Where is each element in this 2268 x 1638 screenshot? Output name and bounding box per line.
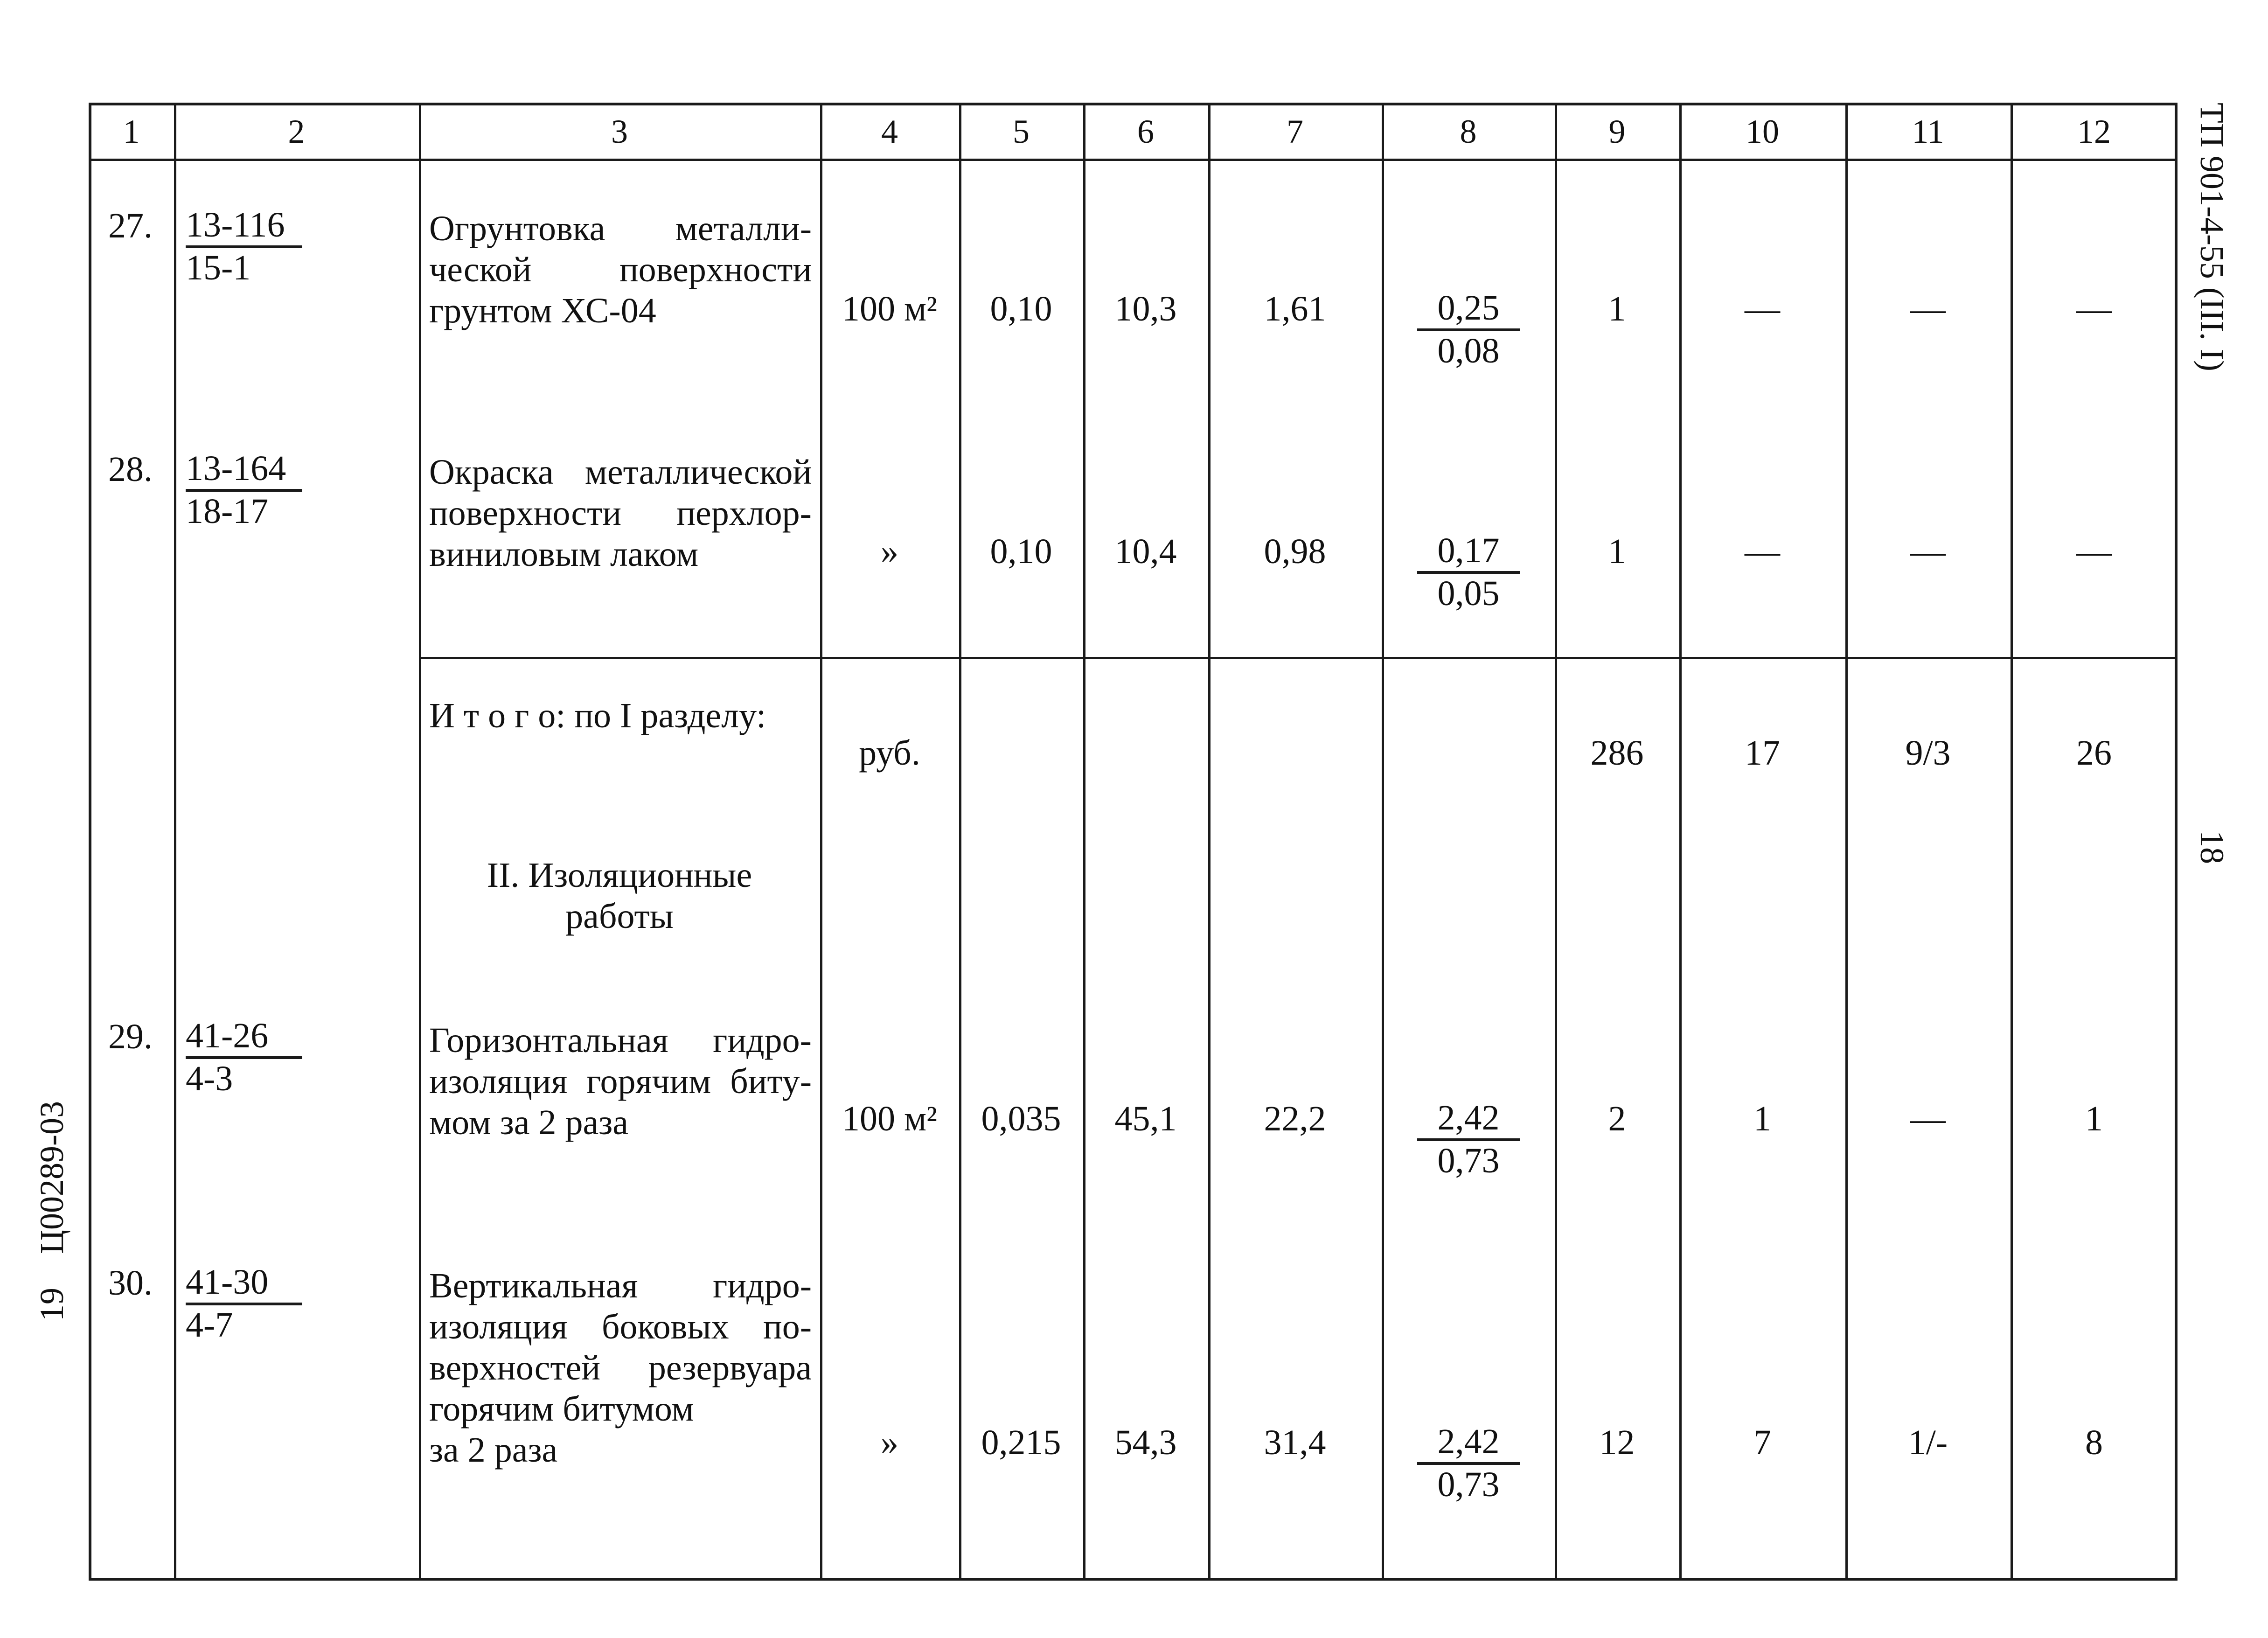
col8-fraction xyxy=(1417,1098,1520,1180)
col11-cell: — xyxy=(1910,532,1946,571)
quantity-cell: 0,035 xyxy=(981,1099,1061,1138)
section-total-label: И т о г о: по I разделу: xyxy=(429,696,766,735)
header-col-2: 2 xyxy=(288,113,305,150)
quantity-cell: 0,10 xyxy=(990,532,1052,571)
fraction-top: 0,17 xyxy=(1417,531,1520,574)
fraction-top: 2,42 xyxy=(1417,1098,1520,1141)
col6-cell: 45,1 xyxy=(1114,1099,1177,1138)
description-line: Вертикальная гидро- xyxy=(429,1266,812,1305)
col10-cell: 7 xyxy=(1753,1423,1771,1462)
unit-cell: » xyxy=(881,1423,898,1462)
col12-cell: 1 xyxy=(2085,1099,2103,1138)
unit-cell: 100 м² xyxy=(842,1099,937,1138)
description-line: грунтом ХС-04 xyxy=(429,291,656,330)
header-col-8: 8 xyxy=(1460,113,1477,150)
section-heading-line2: работы xyxy=(565,897,674,936)
price-code-bottom: 4-7 xyxy=(186,1305,233,1345)
col7-cell: 22,2 xyxy=(1264,1099,1326,1138)
work-description xyxy=(429,452,812,575)
work-description xyxy=(429,1020,812,1143)
col9-cell: 286 xyxy=(1590,733,1644,773)
header-col-5: 5 xyxy=(1013,113,1030,150)
column-divider xyxy=(1382,103,1384,1581)
price-code-top: 41-26 xyxy=(186,1016,302,1059)
col10-cell: 17 xyxy=(1745,733,1780,773)
row-number: 27. xyxy=(108,206,153,245)
price-code xyxy=(186,1262,302,1345)
description-line: горячим битумом xyxy=(429,1389,694,1429)
price-code-bottom: 18-17 xyxy=(186,492,269,531)
header-divider xyxy=(89,159,2178,161)
col11-cell: — xyxy=(1910,1099,1946,1138)
description-line: изоляция горячим биту- xyxy=(429,1062,812,1101)
col12-cell: 26 xyxy=(2076,733,2112,773)
col11-cell: 1/- xyxy=(1908,1423,1948,1462)
quantity-cell: 0,215 xyxy=(981,1423,1061,1462)
col9-cell: 1 xyxy=(1608,532,1626,571)
header-col-7: 7 xyxy=(1287,113,1303,150)
description-line: верхностей резервуара xyxy=(429,1348,812,1387)
column-divider xyxy=(419,103,421,1581)
description-line: Огрунтовка металли- xyxy=(429,209,812,248)
col7-cell: 0,98 xyxy=(1264,532,1326,571)
description-line: мом за 2 раза xyxy=(429,1103,628,1142)
col8-fraction xyxy=(1417,1422,1520,1504)
column-divider xyxy=(174,103,176,1581)
col12-cell: 8 xyxy=(2085,1423,2103,1462)
work-description xyxy=(429,1265,812,1471)
header-col-1: 1 xyxy=(123,113,140,150)
page-number-right: 18 xyxy=(2193,830,2231,864)
header-col-10: 10 xyxy=(1746,113,1779,150)
description-line: Горизонтальная гидро- xyxy=(429,1021,812,1060)
fraction-bottom: 0,05 xyxy=(1437,574,1500,613)
col6-cell: 54,3 xyxy=(1114,1423,1177,1462)
unit-cell: » xyxy=(881,532,898,571)
price-code-bottom: 4-3 xyxy=(186,1059,233,1098)
description-line: Окраска металлической xyxy=(429,453,812,492)
page-number-left: 19 xyxy=(33,1288,70,1321)
col6-cell: 10,4 xyxy=(1114,532,1177,571)
fraction-top: 2,42 xyxy=(1417,1422,1520,1465)
col10-cell: — xyxy=(1745,532,1780,571)
row-number: 28. xyxy=(108,450,153,489)
header-col-9: 9 xyxy=(1608,113,1626,150)
col9-cell: 1 xyxy=(1608,289,1626,328)
col10-cell: — xyxy=(1745,289,1780,328)
col10-cell: 1 xyxy=(1753,1099,1771,1138)
description-line: изоляция боковых по- xyxy=(429,1307,812,1346)
col11-cell: — xyxy=(1910,289,1946,328)
document-code-right: ТП 901-4-55 (III. I) xyxy=(2193,103,2231,371)
col11-cell: 9/3 xyxy=(1905,733,1951,773)
fraction-bottom: 0,73 xyxy=(1437,1141,1500,1180)
header-col-4: 4 xyxy=(881,113,898,150)
section-heading-line1: II. Изоляционные xyxy=(487,856,752,895)
fraction-bottom: 0,73 xyxy=(1437,1465,1500,1504)
col8-fraction xyxy=(1417,531,1520,613)
fraction-bottom: 0,08 xyxy=(1437,331,1500,370)
price-code xyxy=(186,205,302,287)
header-col-12: 12 xyxy=(2077,113,2111,150)
fraction-top: 0,25 xyxy=(1417,288,1520,331)
header-col-3: 3 xyxy=(611,113,628,150)
col12-cell: — xyxy=(2076,289,2112,328)
col9-cell: 2 xyxy=(1608,1099,1626,1138)
col8-fraction xyxy=(1417,288,1520,370)
price-code-top: 13-116 xyxy=(186,205,302,248)
price-code-top: 41-30 xyxy=(186,1262,302,1305)
header-col-11: 11 xyxy=(1912,113,1944,150)
price-code-bottom: 15-1 xyxy=(186,248,251,287)
price-code xyxy=(186,1016,302,1098)
unit-cell: руб. xyxy=(859,733,920,773)
col9-cell: 12 xyxy=(1599,1423,1635,1462)
description-line: ческой поверхности xyxy=(429,250,812,289)
col6-cell: 10,3 xyxy=(1114,289,1177,328)
description-line: за 2 раза xyxy=(429,1430,558,1470)
work-description xyxy=(429,208,812,331)
document-code-left: Ц00289-03 xyxy=(33,1101,70,1254)
row-number: 29. xyxy=(108,1017,153,1056)
row-number: 30. xyxy=(108,1263,153,1303)
price-code-top: 13-164 xyxy=(186,449,302,492)
col7-cell: 31,4 xyxy=(1264,1423,1326,1462)
description-line: поверхности перхлор- xyxy=(429,494,812,533)
price-code xyxy=(186,449,302,531)
unit-cell: 100 м² xyxy=(842,289,937,328)
col7-cell: 1,61 xyxy=(1264,289,1326,328)
section-divider xyxy=(419,657,2178,659)
header-col-6: 6 xyxy=(1137,113,1154,150)
description-line: виниловым лаком xyxy=(429,535,699,574)
quantity-cell: 0,10 xyxy=(990,289,1052,328)
col12-cell: — xyxy=(2076,532,2112,571)
